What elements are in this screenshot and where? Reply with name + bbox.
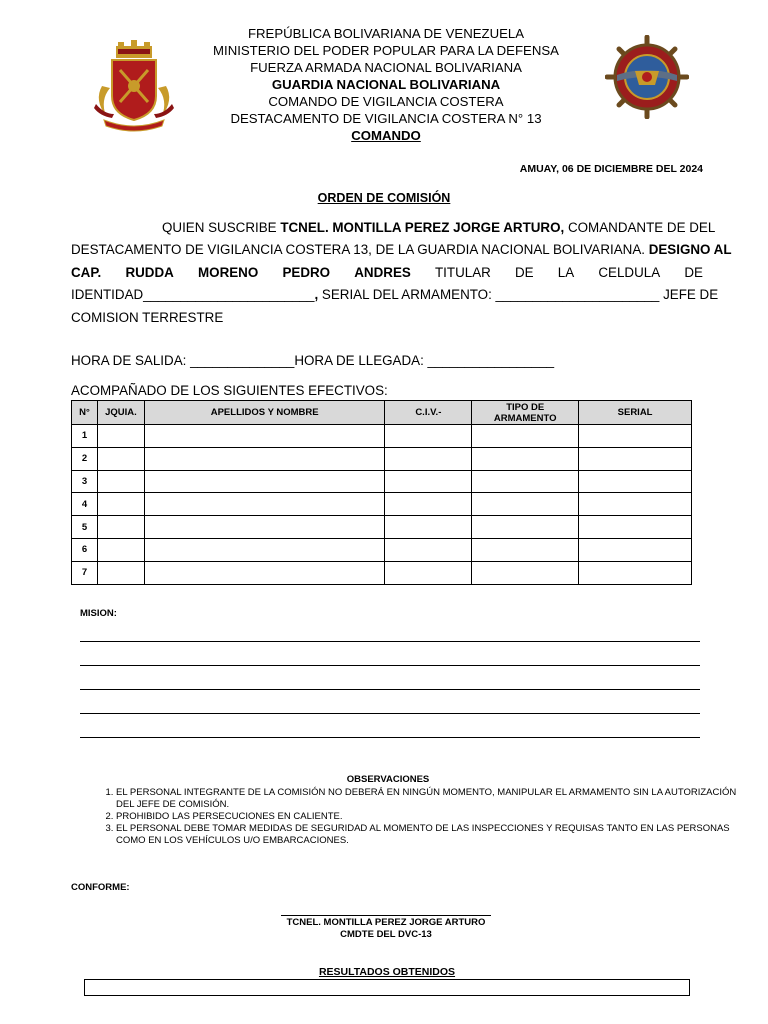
- body-word: MORENO: [198, 264, 259, 280]
- table-row: [72, 470, 692, 493]
- signature-name: TCNEL. MONTILLA PEREZ JORGE ARTURO: [286, 917, 486, 928]
- body-line-4: [71, 284, 719, 306]
- hora-salida-llegada: HORA DE SALIDA: ______________HORA DE LLEGADA: _________________: [71, 353, 555, 368]
- body-word: ANDRES: [354, 264, 411, 280]
- cell-apellidos[interactable]: [144, 493, 385, 516]
- table-row: [72, 561, 692, 584]
- body-quien-suscribe: QUIEN SUSCRIBE: [162, 220, 281, 235]
- header-comando: COMANDO: [351, 128, 421, 143]
- cell-serial[interactable]: [579, 516, 692, 539]
- cell-civ[interactable]: [385, 493, 472, 516]
- observacion-item: 3. EL PERSONAL DEBE TOMAR MEDIDAS DE SEGURIDAD AL MOMENTO DE LAS INSPECCIONES Y REQUISAS TANTO EN LAS PERSONAS COMO EN LOS VEHÍCULOS U/O EMBARCACIONES.: [116, 823, 746, 847]
- cell-jquia[interactable]: [97, 447, 144, 470]
- body-paragraph: [71, 217, 732, 329]
- row-number: 3: [72, 470, 98, 493]
- col-header-apellidos: APELLIDOS Y NOMBRE: [144, 401, 385, 425]
- mision-label: MISION:: [80, 608, 117, 619]
- col-header-tipo-armamento: [472, 401, 579, 425]
- mision-line[interactable]: [80, 689, 700, 690]
- cell-tipo-armamento[interactable]: [472, 516, 579, 539]
- cell-jquia[interactable]: [97, 538, 144, 561]
- body-line-3: [71, 262, 703, 284]
- body-line-2: [71, 239, 732, 261]
- cell-tipo-armamento[interactable]: [472, 561, 579, 584]
- col-header-n: N°: [72, 401, 98, 425]
- body-serial-field: SERIAL DEL ARMAMENTO: ______________________ JEFE DE: [318, 287, 719, 303]
- header-ministerio: MINISTERIO DEL PODER POPULAR PARA LA DEFENSA: [213, 43, 559, 58]
- tipo-line-1: TIPO DE: [506, 401, 545, 413]
- resultados-box[interactable]: [84, 979, 690, 996]
- row-number: 1: [72, 425, 98, 448]
- efectivos-table: [71, 400, 692, 585]
- cell-apellidos[interactable]: [144, 561, 385, 584]
- cell-tipo-armamento[interactable]: [472, 447, 579, 470]
- mision-line[interactable]: [80, 641, 700, 642]
- mision-line[interactable]: [80, 713, 700, 714]
- cell-tipo-armamento[interactable]: [472, 493, 579, 516]
- body-line-1: [71, 217, 716, 239]
- col-header-serial: SERIAL: [579, 401, 692, 425]
- cell-civ[interactable]: [385, 447, 472, 470]
- header-fuerza-armada: FUERZA ARMADA NACIONAL BOLIVARIANA: [250, 60, 522, 75]
- mision-line[interactable]: [80, 737, 700, 738]
- document-date: AMUAY, 06 DE DICIEMBRE DEL 2024: [519, 163, 703, 175]
- table-row: [72, 516, 692, 539]
- observaciones-title: OBSERVACIONES: [346, 774, 430, 785]
- table-row: [72, 538, 692, 561]
- table-row: [72, 447, 692, 470]
- cell-serial[interactable]: [579, 493, 692, 516]
- signature-block: [226, 917, 546, 941]
- cell-serial[interactable]: [579, 425, 692, 448]
- cell-tipo-armamento[interactable]: [472, 538, 579, 561]
- cell-apellidos[interactable]: [144, 447, 385, 470]
- tipo-line-2: ARMAMENTO: [493, 412, 557, 424]
- body-comma: ,: [314, 287, 319, 303]
- document-title: ORDEN DE COMISIÓN: [317, 191, 451, 205]
- cell-tipo-armamento[interactable]: [472, 425, 579, 448]
- document-header: [150, 25, 622, 144]
- header-republica: FREPÚBLICA BOLIVARIANA DE VENEZUELA: [247, 26, 525, 41]
- cell-apellidos[interactable]: [144, 470, 385, 493]
- body-word: CAP.: [71, 264, 102, 280]
- table-row: [72, 493, 692, 516]
- table-header-row: [72, 401, 692, 425]
- cell-civ[interactable]: [385, 425, 472, 448]
- conforme-label: CONFORME:: [71, 882, 130, 893]
- cell-jquia[interactable]: [97, 493, 144, 516]
- row-number: 6: [72, 538, 98, 561]
- cell-jquia[interactable]: [97, 516, 144, 539]
- observaciones-list: [71, 787, 746, 847]
- body-word: RUDDA: [125, 264, 174, 280]
- acompanado-label: ACOMPAÑADO DE LOS SIGUIENTES EFECTIVOS:: [71, 383, 388, 398]
- table-row: [72, 425, 692, 448]
- body-word: PEDRO: [282, 264, 331, 280]
- signature-role: CMDTE DEL DVC-13: [340, 929, 432, 940]
- header-destacamento: DESTACAMENTO DE VIGILANCIA COSTERA N° 13: [230, 111, 542, 126]
- observacion-item: 2. PROHIBIDO LAS PERSECUCIONES EN CALIENTE.: [116, 811, 746, 823]
- body-word: CELDULA: [598, 264, 661, 280]
- cell-civ[interactable]: [385, 516, 472, 539]
- mision-line[interactable]: [80, 665, 700, 666]
- col-header-jquia: JQUIA.: [97, 401, 144, 425]
- cell-serial[interactable]: [579, 447, 692, 470]
- body-commander-name: TCNEL. MONTILLA PEREZ JORGE ARTURO,: [280, 220, 565, 235]
- col-header-civ: C.I.V.-: [385, 401, 472, 425]
- cell-tipo-armamento[interactable]: [472, 470, 579, 493]
- cell-civ[interactable]: [385, 538, 472, 561]
- cell-serial[interactable]: [579, 561, 692, 584]
- cell-civ[interactable]: [385, 561, 472, 584]
- body-comandante: COMANDANTE DE DEL: [564, 220, 716, 235]
- row-number: 4: [72, 493, 98, 516]
- cell-jquia[interactable]: [97, 470, 144, 493]
- body-destacamento-text: DESTACAMENTO DE VIGILANCIA COSTERA 13, DE LA GUARDIA NACIONAL BOLIVARIANA.: [71, 242, 649, 258]
- header-comando-vigilancia: COMANDO DE VIGILANCIA COSTERA: [268, 94, 504, 109]
- body-word: DE: [515, 264, 534, 280]
- cell-serial[interactable]: [579, 538, 692, 561]
- cell-apellidos[interactable]: [144, 516, 385, 539]
- body-word: LA: [557, 264, 575, 280]
- cell-jquia[interactable]: [97, 561, 144, 584]
- observacion-item: 1. EL PERSONAL INTEGRANTE DE LA COMISIÓN NO DEBERÁ EN NINGÚN MOMENTO, MANIPULAR EL ARMAMENTO SIN LA AUTORIZACIÓN DEL JEFE DE COMISIÓN.: [116, 787, 746, 811]
- resultados-title: RESULTADOS OBTENIDOS: [318, 966, 456, 978]
- cell-apellidos[interactable]: [144, 425, 385, 448]
- cell-civ[interactable]: [385, 470, 472, 493]
- body-line-5: COMISION TERRESTRE: [71, 309, 224, 325]
- cell-serial[interactable]: [579, 470, 692, 493]
- body-word: TITULAR: [435, 264, 491, 280]
- cell-jquia[interactable]: [97, 425, 144, 448]
- cell-apellidos[interactable]: [144, 538, 385, 561]
- row-number: 7: [72, 561, 98, 584]
- body-identidad-field: IDENTIDAD_______________________: [71, 287, 315, 303]
- signature-line: [281, 915, 491, 916]
- row-number: 5: [72, 516, 98, 539]
- row-number: 2: [72, 447, 98, 470]
- body-word: DE: [684, 264, 703, 280]
- header-guardia-nacional: GUARDIA NACIONAL BOLIVARIANA: [271, 77, 501, 92]
- body-designo-al: DESIGNO AL: [648, 242, 732, 258]
